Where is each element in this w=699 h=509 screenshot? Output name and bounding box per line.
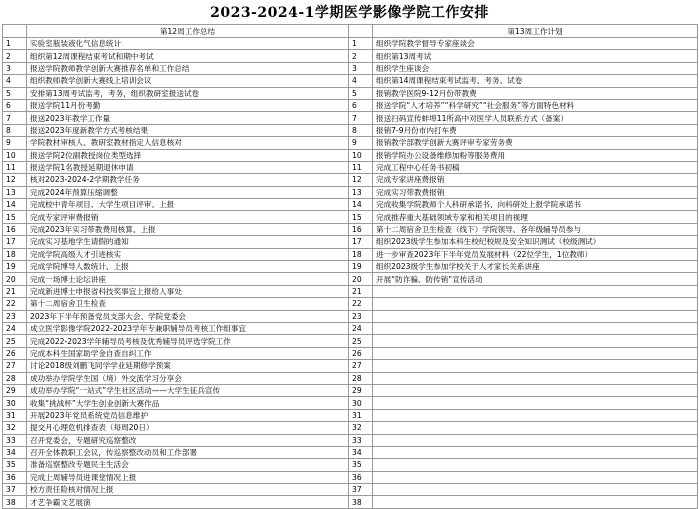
left-item-text: 报送2023年教学工作量 [27,112,349,124]
left-item-text: 完成一场博士论坛讲座 [27,273,349,285]
table-row [3,335,698,347]
left-item-number: 30 [3,397,27,409]
right-item-text: 报销7-9月份市内打车费 [373,124,698,136]
right-item-number: 36 [349,471,373,483]
left-item-text: 报送学院11月份考勤 [27,99,349,111]
left-item-number: 3 [3,62,27,74]
right-item-text: 报送扫码宣传蚌埠11所高中对医学人员联系方式（备案） [373,112,698,124]
left-item-text: 完成2022-2023学年辅导员考核及优秀辅导员评选学院工作 [27,335,349,347]
table-row [3,285,698,297]
table-row [3,137,698,149]
right-item-text [373,459,698,471]
left-item-text: 完成2023年实习带教费用核算、上报 [27,223,349,235]
right-item-text [373,434,698,446]
left-item-number: 20 [3,273,27,285]
right-item-number: 37 [349,484,373,496]
table-row [3,186,698,198]
table-row [3,161,698,173]
right-item-number: 15 [349,211,373,223]
left-item-number: 38 [3,496,27,508]
right-item-text [373,335,698,347]
left-item-text: 完成2024年预算压缩调整 [27,186,349,198]
left-item-text: 核对2023-2024-2学期教学任务 [27,174,349,186]
table-row [3,310,698,322]
table-row [3,50,698,62]
right-item-number: 1 [349,38,373,50]
page-title: 2023-2024-1学期医学影像学院工作安排 [210,5,489,21]
right-item-number: 21 [349,285,373,297]
left-item-number: 17 [3,236,27,248]
right-item-text: 组织学生座谈会 [373,62,698,74]
right-item-text [373,360,698,372]
left-item-number: 18 [3,248,27,260]
table-row [3,471,698,483]
right-item-number: 28 [349,372,373,384]
right-item-number: 32 [349,422,373,434]
table-row [3,248,698,260]
table-row [3,409,698,421]
right-item-text: 开展“防诈骗、防传销”宣传活动 [373,273,698,285]
right-item-number: 38 [349,496,373,508]
table-row [3,149,698,161]
right-item-number: 25 [349,335,373,347]
table-row [3,397,698,409]
right-item-number: 27 [349,360,373,372]
left-item-text: 开展2023年党员系统党员信息维护 [27,409,349,421]
left-item-number: 28 [3,372,27,384]
left-item-number: 5 [3,87,27,99]
table-row [3,384,698,396]
table-row [3,434,698,446]
table-row [3,273,698,285]
right-item-number: 14 [349,199,373,211]
header-blank-left [3,25,27,38]
left-item-text: 完成上周辅导员进课堂情况上报 [27,471,349,483]
right-item-number: 29 [349,384,373,396]
left-item-text: 完成专家评审费报销 [27,211,349,223]
left-item-number: 15 [3,211,27,223]
left-item-number: 29 [3,384,27,396]
left-item-text: 校方责任险核对情况上报 [27,484,349,496]
left-item-number: 4 [3,75,27,87]
left-item-number: 21 [3,285,27,297]
left-item-text: 完成实习基地学生请假的通知 [27,236,349,248]
right-item-text: 进一步审查2023年下半年党员发展材料（22位学生，1位教师） [373,248,698,260]
right-item-number: 17 [349,236,373,248]
right-item-text: 报销学院办公设备维修加粉等服务费用 [373,149,698,161]
left-item-number: 25 [3,335,27,347]
right-item-number: 16 [349,223,373,235]
left-column-header: 第12周工作总结 [27,25,349,38]
right-item-number: 33 [349,434,373,446]
left-item-text: 完成学院博导人数统计、上报 [27,261,349,273]
table-row [3,347,698,359]
left-item-number: 10 [3,149,27,161]
left-item-text: 组织第12周课程结束考试和期中考试 [27,50,349,62]
left-item-text: 完成本科生国家助学金自查自纠工作 [27,347,349,359]
left-item-number: 6 [3,99,27,111]
right-item-number: 31 [349,409,373,421]
left-item-number: 12 [3,174,27,186]
table-row [3,99,698,111]
right-item-text: 完成专家讲座费报销 [373,174,698,186]
right-item-text: 完成收集学院教师个人科研承诺书、向科研处上报学院承诺书 [373,199,698,211]
right-item-number: 8 [349,124,373,136]
left-item-number: 26 [3,347,27,359]
right-item-text: 报销教学医院9-12月份带教费 [373,87,698,99]
left-item-number: 35 [3,459,27,471]
right-item-text: 完成实习带教费报销 [373,186,698,198]
left-item-number: 14 [3,199,27,211]
right-item-text: 组织第13周考试 [373,50,698,62]
table-row [3,174,698,186]
right-item-text [373,422,698,434]
right-item-text: 完成工程中心任务书初稿 [373,161,698,173]
table-row [3,211,698,223]
table-row [3,298,698,310]
left-item-number: 22 [3,298,27,310]
right-item-text: 组织2023级学生参加学校关于人才家长关系讲座 [373,261,698,273]
right-item-text [373,285,698,297]
left-item-text: 2023年下半年预备党员支部大会、学院党委会 [27,310,349,322]
right-item-text [373,409,698,421]
left-item-text: 召开党委会，专题研究巡察整改 [27,434,349,446]
left-item-text: 第十二周宿舍卫生检查 [27,298,349,310]
right-item-number: 24 [349,322,373,334]
right-item-text: 组织学院教学督导专家座谈会 [373,38,698,50]
left-item-text: 召开全体教职工会议，传巡察整改动员和工作部署 [27,446,349,458]
work-schedule-table [2,24,698,509]
right-item-number: 22 [349,298,373,310]
right-item-number: 35 [349,459,373,471]
right-item-text [373,322,698,334]
right-item-number: 5 [349,87,373,99]
left-item-text: 提交月心理危机排查表（每周20日） [27,422,349,434]
left-item-number: 31 [3,409,27,421]
right-item-text [373,496,698,508]
table-row [3,459,698,471]
left-item-text: 报送学院教师教学创新大赛推荐名单和工作总结 [27,62,349,74]
right-item-text [373,372,698,384]
table-row [3,422,698,434]
right-item-text [373,298,698,310]
left-item-text: 实验室瓶装液化气信息统计 [27,38,349,50]
right-item-text [373,397,698,409]
left-item-number: 23 [3,310,27,322]
table-row [3,360,698,372]
table-row [3,484,698,496]
left-item-text: 完成学院高级人才引进核实 [27,248,349,260]
table-row [3,112,698,124]
table-row [3,261,698,273]
left-item-number: 8 [3,124,27,136]
table-row [3,199,698,211]
left-item-text: 收集“挑战杯”大学生创业创新大赛作品 [27,397,349,409]
left-item-number: 16 [3,223,27,235]
right-item-number: 3 [349,62,373,74]
right-item-number: 30 [349,397,373,409]
right-item-number: 18 [349,248,373,260]
left-item-text: 讨论2018级刘鹏飞同学学业延期修学预案 [27,360,349,372]
table-row [3,62,698,74]
left-item-text: 学院教材审核人、教研室教材指定人信息核对 [27,137,349,149]
right-item-number: 2 [349,50,373,62]
left-item-number: 33 [3,434,27,446]
right-item-text [373,471,698,483]
right-item-number: 11 [349,161,373,173]
table-row [3,322,698,334]
right-item-number: 20 [349,273,373,285]
header-blank-right [349,25,373,38]
left-item-number: 11 [3,161,27,173]
left-item-number: 37 [3,484,27,496]
left-item-number: 27 [3,360,27,372]
left-item-text: 组织教师教学创新大赛线上培训会议 [27,75,349,87]
right-item-number: 9 [349,137,373,149]
left-item-text: 报送2023年度新教学方式考核结果 [27,124,349,136]
table-row [3,446,698,458]
right-item-text [373,347,698,359]
right-item-number: 6 [349,99,373,111]
right-item-text: 组织2023级学生参加本科生校纪校规及安全知识测试（校级测试） [373,236,698,248]
left-item-number: 7 [3,112,27,124]
table-row [3,496,698,508]
right-item-number: 26 [349,347,373,359]
table-row [3,124,698,136]
left-item-text: 完成新进博士申报省科技奖事宜上报给人事处 [27,285,349,297]
left-item-text: 才艺争霸文艺展演 [27,496,349,508]
left-item-number: 36 [3,471,27,483]
right-item-text: 组织第14周课程结束考试监考、考务、试卷 [373,75,698,87]
left-item-number: 32 [3,422,27,434]
left-item-text: 成功举办学院学生国（境）外交流学习分享会 [27,372,349,384]
left-item-number: 9 [3,137,27,149]
right-item-number: 10 [349,149,373,161]
left-item-number: 2 [3,50,27,62]
left-item-text: 报送学院1名教授延期退休申请 [27,161,349,173]
right-item-number: 13 [349,186,373,198]
left-item-number: 24 [3,322,27,334]
left-item-number: 1 [3,38,27,50]
right-item-number: 23 [349,310,373,322]
right-item-text [373,384,698,396]
left-item-text: 安排第13周考试监考，考务，组织教研室报送试卷 [27,87,349,99]
table-row [3,38,698,50]
left-item-text: 报送学院2位副教授岗位类型选择 [27,149,349,161]
right-item-number: 4 [349,75,373,87]
right-item-number: 7 [349,112,373,124]
right-item-text [373,484,698,496]
right-column-header: 第13周工作计划 [373,25,698,38]
right-item-text: 第十二周宿舍卫生检查（线下）学院领导、各年级辅导员参与 [373,223,698,235]
left-item-text: 完成校中青年项目、大学生项目评审、上报 [27,199,349,211]
table-row [3,372,698,384]
right-item-text: 完成推荐重大基础领域专家和相关项目的视理 [373,211,698,223]
right-item-number: 34 [349,446,373,458]
left-item-text: 成立医学影像学院2022-2023学年专兼职辅导员考核工作组事宜 [27,322,349,334]
left-item-number: 34 [3,446,27,458]
right-item-text [373,446,698,458]
right-item-number: 12 [349,174,373,186]
left-item-number: 13 [3,186,27,198]
table-header-row [3,25,698,38]
left-item-number: 19 [3,261,27,273]
right-item-text: 报送学院“人才培养”“科学研究”“社会服务”等方面特色材料 [373,99,698,111]
table-row [3,236,698,248]
table-row [3,75,698,87]
left-item-text: 准备巡察整改专题民主生活会 [27,459,349,471]
right-item-text: 报销教学部教学创新大赛评审专家劳务费 [373,137,698,149]
left-item-text: 成功举办学院“一站式”学生社区活动——大学生征兵宣传 [27,384,349,396]
right-item-text [373,310,698,322]
right-item-number: 19 [349,261,373,273]
table-row [3,223,698,235]
table-row [3,87,698,99]
